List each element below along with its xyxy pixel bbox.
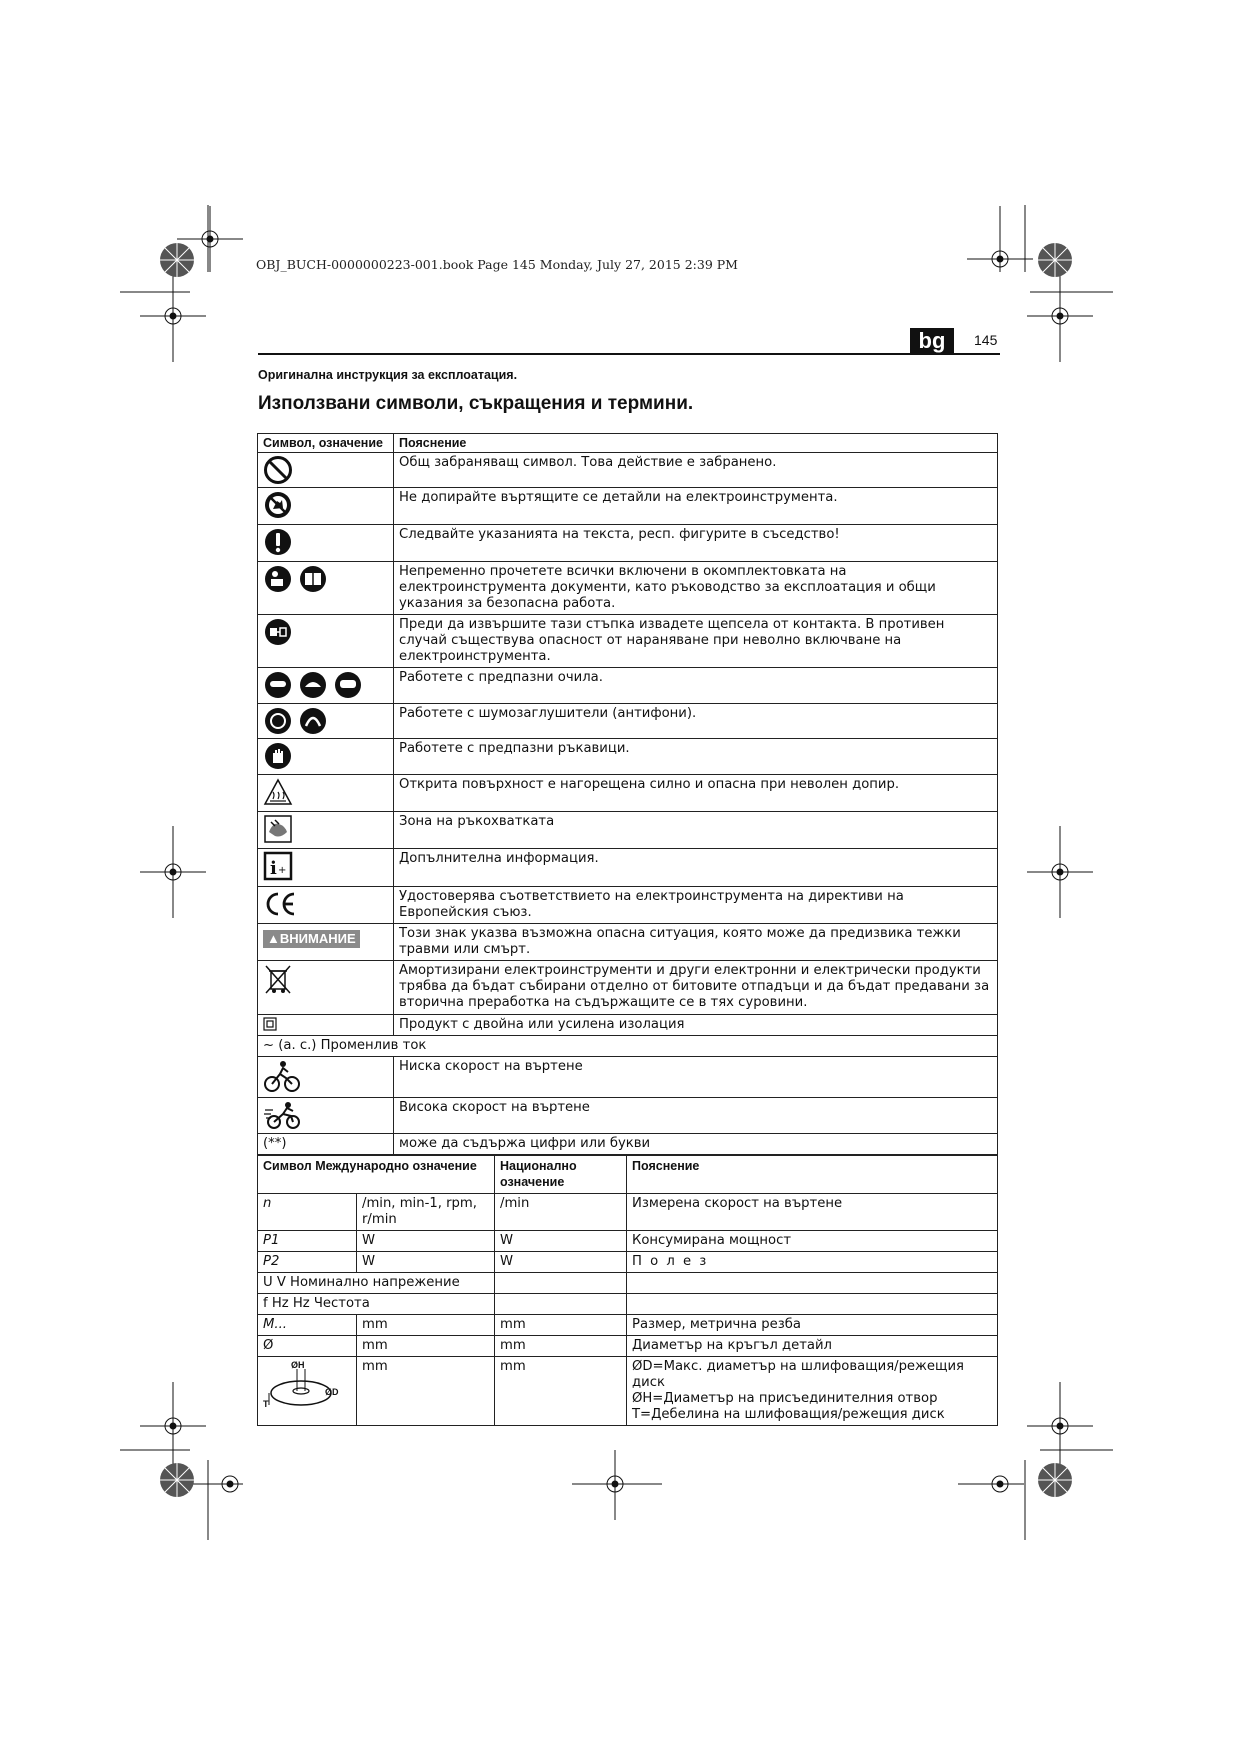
header-rule [258,353,1000,355]
weee-bin-icon [263,963,293,997]
row-national: mm [495,1336,627,1357]
row-symbol: n [258,1194,357,1231]
double-insulation-icon [263,1017,277,1031]
row-explanation: Диаметър на кръгъл детайл [627,1336,998,1357]
row-text: Открита повърхност е нагорещена силно и опасна при неволен допир. [394,775,998,812]
table-row [258,1015,998,1036]
row-national: mm [495,1357,627,1426]
row-intl: W [357,1252,495,1273]
row-national: /min [495,1194,627,1231]
row-text: Преди да извършите тази стъпка извадете щепсела от контакта. В противен случай съществува опасност от нараняване при неволно включване на електроинструмента. [394,615,998,668]
row-explanation: Измерена скорост на въртене [627,1194,998,1231]
table-row [258,668,998,704]
row-symbol-text: (**) [258,1134,394,1155]
ac-symbol-text: ~ (a. c.) Променлив ток [258,1036,998,1057]
row-text: Следвайте указанията на текста, респ. фигурите в съседство! [394,525,998,562]
exclamation-icon [263,527,293,557]
col-header-explanation: Пояснение [627,1156,998,1194]
row-symbol: f Hz Hz Честота [258,1294,495,1315]
row-text: Непременно прочетете всички включени в окомплектовката на електроинструмента документи, като ръководство за експлоатация и общи указания за безопасна работа. [394,562,998,615]
row-text: Амортизирани електроинструменти и други електронни и електрически продукти трябва да бъдат събирани отделно от битовите отпадъци и да бъдат предавани за вторична преработка на съдържащите се в тях суровини. [394,961,998,1015]
symbols-table [257,433,998,1155]
col-header-national: Национално означение [495,1156,627,1194]
table-row [258,1194,998,1231]
table-row [258,849,998,887]
info-icon [263,851,293,881]
table-row [258,1357,998,1426]
table-row [258,615,998,668]
row-intl: mm [357,1357,495,1426]
table-row [258,961,998,1015]
row-text: Работете с предпазни ръкавици. [394,739,998,775]
row-text: може да съдържа цифри или букви [394,1134,998,1155]
row-national: W [495,1231,627,1252]
no-touch-rotating-icon [263,490,293,520]
table-row [258,1252,998,1273]
table-row [258,1098,998,1134]
disc-bore-diameter-line: ØH=Диаметър на присъединителния отвор [632,1391,938,1406]
units-table [257,1155,998,1426]
page-title: Използвани символи, съкращения и термини. [258,393,694,414]
row-national: mm [495,1315,627,1336]
low-speed-icon [263,1059,301,1093]
table-row [258,924,998,961]
svg-text:+: + [278,865,287,876]
table-row [258,1273,998,1294]
row-explanation: Консумирана мощност [627,1231,998,1252]
svg-text:ØD: ØD [325,1387,339,1397]
row-text: Този знак указва възможна опасна ситуация, която може да предизвика тежки травми или смърт. [394,924,998,961]
warning-triangle-icon: ▲ [267,931,280,946]
table-row [258,453,998,488]
safety-goggles-icon [263,670,363,700]
warning-label: ▲ВНИМАНИЕ [263,930,360,948]
row-text: Работете с шумозаглушители (антифони). [394,704,998,739]
table-row [258,488,998,525]
svg-text:ØH: ØH [291,1360,305,1370]
file-header: OBJ_BUCH-0000000223-001.book Page 145 Monday, July 27, 2015 2:39 PM [256,257,738,272]
doc-subtitle: Оригинална инструкция за експлоатация. [258,368,518,382]
row-explanation: П о л е з [627,1252,998,1273]
table-row [258,525,998,562]
page-number: 145 [974,332,998,348]
row-symbol: U V Номинално напрежение [258,1273,495,1294]
row-explanation: Размер, метрична резба [627,1315,998,1336]
table-row [258,704,998,739]
table-header-row [258,434,998,453]
row-text: Ниска скорост на въртене [394,1057,998,1098]
ear-protection-icon [263,706,329,736]
table-row [258,1057,998,1098]
row-intl: /min, min-1, rpm, r/min [357,1194,495,1231]
table-row [258,775,998,812]
row-intl: W [357,1231,495,1252]
table-header-row [258,1156,998,1194]
row-intl: mm [357,1315,495,1336]
prohibition-icon [263,455,293,485]
table-row [258,1231,998,1252]
ce-mark-icon [263,889,297,919]
row-symbol: P2 [258,1252,357,1273]
table-row [258,1036,998,1057]
row-text: Зона на ръкохватката [394,812,998,849]
hot-surface-icon [263,777,293,807]
row-text: Работете с предпазни очила. [394,668,998,704]
table-row [258,887,998,924]
unplug-icon [263,617,293,647]
high-speed-icon [263,1100,303,1130]
row-text: Не допирайте въртящите се детайли на електроинструмента. [394,488,998,525]
disc-thickness-line: T=Дебелина на шлифоващия/режещия диск [632,1407,945,1422]
row-intl: mm [357,1336,495,1357]
disc-outer-diameter-line: ØD=Макс. диаметър на шлифоващия/режещия диск [632,1359,964,1390]
row-text: Продукт с двойна или усилена изолация [394,1015,998,1036]
read-manual-icon [263,564,329,594]
table-row [258,1315,998,1336]
gloves-icon [263,741,293,771]
row-text: Удостоверява съответствието на електроинструмента на директиви на Европейския съюз. [394,887,998,924]
svg-text:i: i [270,858,277,879]
disc-dimensions-icon [263,1359,347,1411]
row-symbol: P1 [258,1231,357,1252]
row-symbol: M... [258,1315,357,1336]
table-row [258,739,998,775]
language-badge: bg [910,328,954,354]
table-row [258,1294,998,1315]
row-text: Висока скорост на въртене [394,1098,998,1134]
svg-text:T: T [263,1399,269,1409]
row-text: Допълнителна информация. [394,849,998,887]
row-text: Общ забраняващ символ. Това действие е забранено. [394,453,998,488]
table-row [258,1134,998,1155]
table-row [258,812,998,849]
col-header-symbol: Символ, означение [258,434,394,453]
row-national: W [495,1252,627,1273]
row-symbol: Ø [258,1336,357,1357]
row-explanation-multiline [627,1357,998,1426]
table-row [258,1336,998,1357]
col-header-explanation: Пояснение [394,434,998,453]
table-row [258,562,998,615]
grip-zone-icon [263,814,293,844]
col-header-symbol-intl: Символ Международно означение [258,1156,495,1194]
